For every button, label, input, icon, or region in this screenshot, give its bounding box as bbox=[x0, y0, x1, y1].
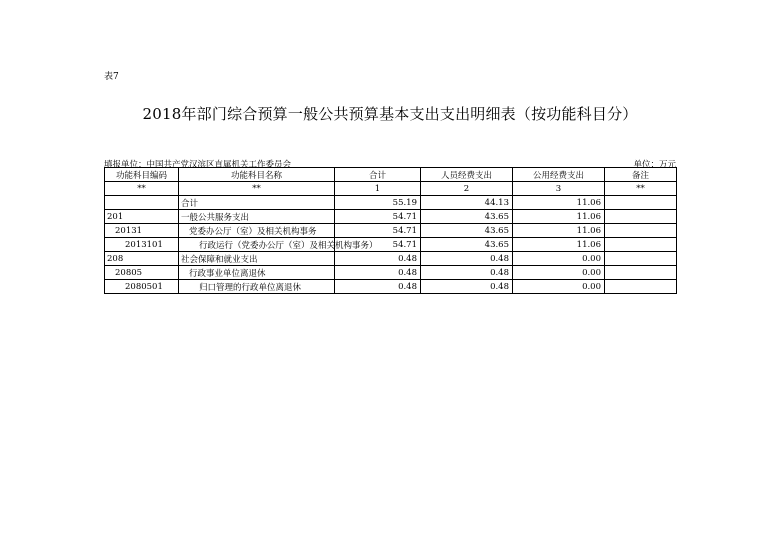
code-cell: 201 bbox=[105, 210, 179, 224]
personnel-cell: 0.48 bbox=[421, 280, 513, 294]
header-public: 公用经费支出 bbox=[513, 168, 605, 182]
public-cell: 11.06 bbox=[513, 196, 605, 210]
note-cell bbox=[605, 224, 677, 238]
index-cell: ** bbox=[605, 182, 677, 196]
table-row bbox=[105, 196, 677, 210]
code-cell: 20805 bbox=[105, 266, 179, 280]
code-cell: 208 bbox=[105, 252, 179, 266]
total-cell: 54.71 bbox=[335, 210, 421, 224]
public-cell: 0.00 bbox=[513, 280, 605, 294]
index-cell: ** bbox=[179, 182, 335, 196]
code-cell bbox=[105, 196, 179, 210]
total-cell: 55.19 bbox=[335, 196, 421, 210]
note-cell bbox=[605, 266, 677, 280]
table-row bbox=[105, 252, 677, 266]
table-row bbox=[105, 266, 677, 280]
total-cell: 0.48 bbox=[335, 266, 421, 280]
name-cell: 合计 bbox=[179, 196, 335, 210]
index-cell: 2 bbox=[421, 182, 513, 196]
personnel-cell: 43.65 bbox=[421, 224, 513, 238]
name-cell: 归口管理的行政单位离退休 bbox=[179, 280, 335, 294]
name-cell: 一般公共服务支出 bbox=[179, 210, 335, 224]
personnel-cell: 43.65 bbox=[421, 238, 513, 252]
page-title: 2018年部门综合预算一般公共预算基本支出支出明细表（按功能科目分） bbox=[142, 105, 638, 123]
public-cell: 11.06 bbox=[513, 224, 605, 238]
code-cell: 2013101 bbox=[105, 238, 179, 252]
note-cell bbox=[605, 252, 677, 266]
table-row bbox=[105, 280, 677, 294]
personnel-cell: 43.65 bbox=[421, 210, 513, 224]
note-cell bbox=[605, 210, 677, 224]
name-cell: 社会保障和就业支出 bbox=[179, 252, 335, 266]
index-cell: 3 bbox=[513, 182, 605, 196]
budget-table bbox=[104, 167, 677, 294]
note-cell bbox=[605, 280, 677, 294]
index-cell: ** bbox=[105, 182, 179, 196]
header-row bbox=[105, 168, 677, 182]
note-cell bbox=[605, 238, 677, 252]
public-cell: 0.00 bbox=[513, 252, 605, 266]
personnel-cell: 0.48 bbox=[421, 266, 513, 280]
code-cell: 2080501 bbox=[105, 280, 179, 294]
header-total: 合计 bbox=[335, 168, 421, 182]
index-row bbox=[105, 182, 677, 196]
name-cell: 行政事业单位离退休 bbox=[179, 266, 335, 280]
table-row bbox=[105, 210, 677, 224]
public-cell: 0.00 bbox=[513, 266, 605, 280]
personnel-cell: 44.13 bbox=[421, 196, 513, 210]
public-cell: 11.06 bbox=[513, 238, 605, 252]
total-cell: 0.48 bbox=[335, 280, 421, 294]
currency-unit: 单位：万元 bbox=[633, 160, 676, 170]
table-row bbox=[105, 224, 677, 238]
filing-unit: 填报单位：中国共产党汉滨区直属机关工作委员会 bbox=[104, 160, 292, 170]
public-cell: 11.06 bbox=[513, 210, 605, 224]
header-personnel: 人员经费支出 bbox=[421, 168, 513, 182]
personnel-cell: 0.48 bbox=[421, 252, 513, 266]
table-number: 表7 bbox=[104, 72, 119, 82]
total-cell: 54.71 bbox=[335, 224, 421, 238]
header-note: 备注 bbox=[605, 168, 677, 182]
header-code: 功能科目编码 bbox=[105, 168, 179, 182]
header-name: 功能科目名称 bbox=[179, 168, 335, 182]
code-cell: 20131 bbox=[105, 224, 179, 238]
total-cell: 54.71 bbox=[335, 238, 421, 252]
note-cell bbox=[605, 196, 677, 210]
name-cell: 党委办公厅（室）及相关机构事务 bbox=[179, 224, 335, 238]
total-cell: 0.48 bbox=[335, 252, 421, 266]
table-row bbox=[105, 238, 677, 252]
name-cell: 行政运行（党委办公厅（室）及相关机构事务） bbox=[179, 238, 335, 252]
index-cell: 1 bbox=[335, 182, 421, 196]
